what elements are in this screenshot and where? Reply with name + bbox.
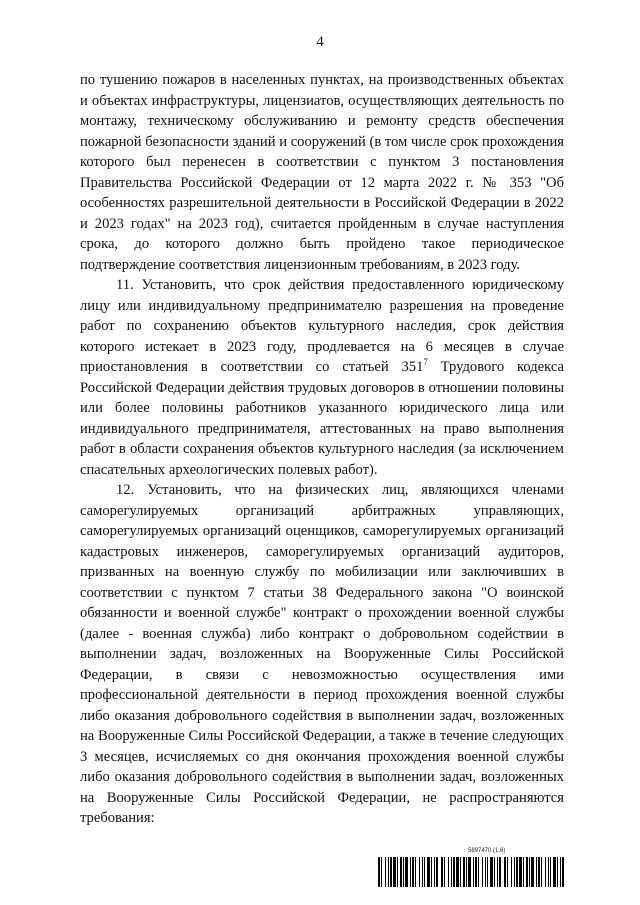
paragraph-11-text-before: 11. Установить, что срок действия предоставленного юридическому лицу или индивидуальному предпринимателю разрешения на проведение работ по сохранению объектов культурного наследия, срок действия которого истекает в 2023 году, продлевается на 6 месяцев в случае приостановления в соответствии со статьей 351 — [80, 277, 564, 375]
barcode-caption: 5897470 (1.6) — [468, 848, 506, 854]
paragraph-continuation: по тушению пожаров в населенных пунктах, на производственных объектах и объектах инфраструктуры, лицензиатов, осуществляющих деятельность по монтажу, техническому обслуживанию и ремонту средств обеспечения пожарной безопасности зданий и сооружений (в том числе срок прохождения которого был перенесен в соответствии с пунктом 3 постановления Правительства Российской Федерации от 12 марта 2022 г. № 353 "Об особенностях разрешительной деятельности в Российской Федерации в 2022 и 2023 годах" на 2023 год), считается пройденным в случае наступления срока, до которого должно быть пройдено такое периодическое подтверждение соответствия лицензионным требованиям, в 2023 году. — [80, 72, 564, 273]
article-superscript: 7 — [423, 357, 428, 368]
paragraph-11-text-after: Трудового кодекса Российской Федерации действия трудовых договоров в отношении половины или более половины работников указанного юридического лица или индивидуального предпринимателя, аттестованных на право выполнения работ в области сохранения объектов культурного наследия (за исключением спасательных археологических полевых работ). — [80, 359, 564, 478]
barcode-block — [378, 848, 564, 888]
document-body — [80, 70, 564, 829]
paragraph-12: 12. Установить, что на физических лиц, являющихся членами саморегулируемых организаций арбитражных управляющих, саморегулируемых организаций оценщиков, саморегулируемых организаций кадастровых инженеров, саморегулируемых организаций аудиторов, призванных на военную службу по мобилизации или заключивших в соответствии с пунктом 7 статьи 38 Федерального закона "О воинской обязанности и военной службе" контракт о прохождении военной службы (далее - военная служба) либо контракт о добровольном содействии в выполнении задач, возложенных на Вооруженные Силы Российской Федерации, в связи с невозможностью осуществления ими профессиональной деятельности в период прохождения военной службы либо оказания добровольного содействия в выполнении задач, возложенных на Вооруженные Силы Российской Федерации, а также в течение следующих 3 месяцев, исчисляемых со дня окончания прохождения военной службы либо оказания добровольного содействия в выполнении задач, возложенных на Вооруженные Силы Российской Федерации, не распространяются требования: — [80, 482, 564, 826]
paragraph-11 — [80, 275, 564, 480]
page-number: 4 — [316, 34, 324, 50]
barcode-image — [378, 857, 564, 887]
